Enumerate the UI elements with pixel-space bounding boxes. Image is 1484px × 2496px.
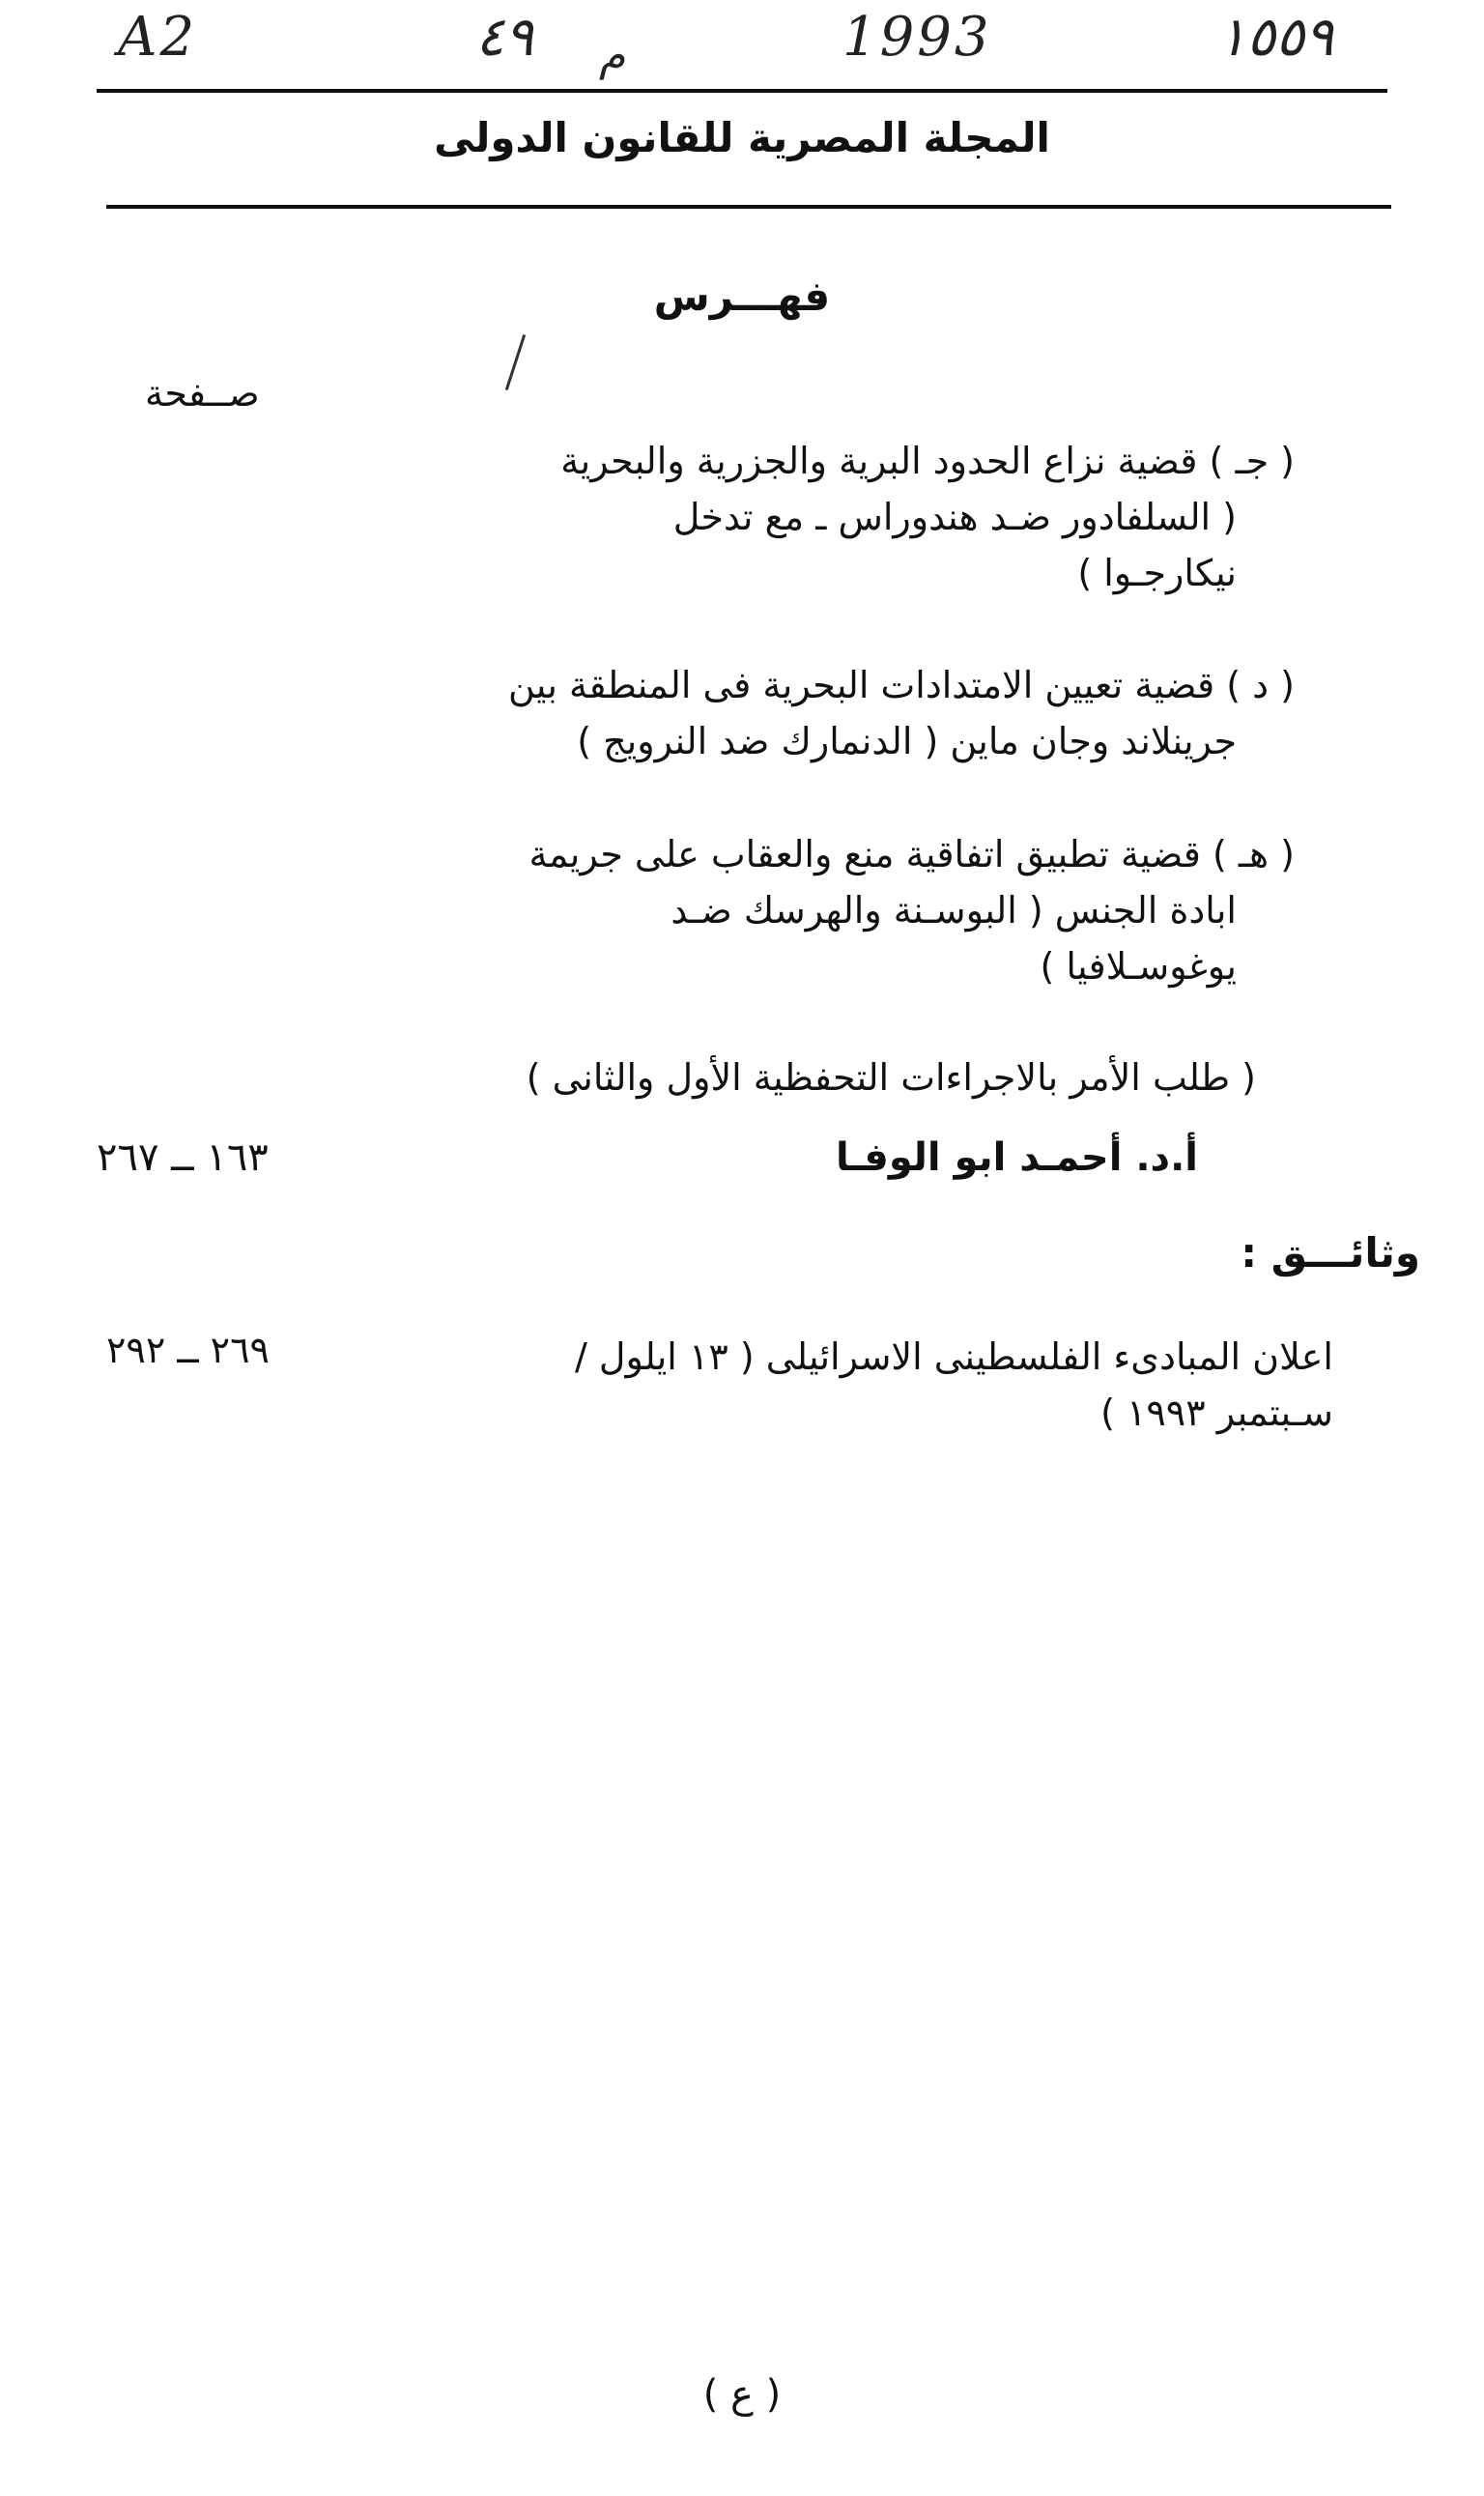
entry-line: اعلان المبادىء الفلسطينى الاسرائيلى ( ١٣ ايلول / — [575, 1335, 1333, 1378]
index-entry-d — [396, 657, 1295, 769]
journal-title: المجلة المصرية للقانون الدولى — [434, 114, 1050, 161]
handwritten-year: 1993 — [842, 6, 992, 69]
footer-page-number: ( ع ) — [702, 2372, 782, 2417]
page-column-label: صــفحة — [145, 372, 260, 415]
handwritten-volume-mark: م — [599, 31, 626, 80]
index-entry-c — [396, 433, 1295, 601]
entry-line: ( د ) قضية تعيين الامتدادات البحرية فى المنطقة بين — [507, 664, 1295, 706]
document-entry — [396, 1329, 1333, 1441]
author-name: أ.د. أحمـد ابو الوفـا — [835, 1135, 1198, 1180]
document-page-range: ٢٦٩ ــ ٢٩٢ — [106, 1329, 270, 1371]
entry-line: سـبتمبر ١٩٩٣ ) — [1100, 1391, 1333, 1434]
header-divider — [106, 205, 1391, 209]
handwritten-volume: ٤٩ — [475, 6, 534, 69]
entry-line: جرينلاند وجان ماين ( الدنمارك ضد النرويج ) — [577, 720, 1237, 762]
index-title: فهـــرس — [653, 273, 831, 320]
author-page-range: ١٦٣ ــ ٢٦٧ — [97, 1135, 269, 1180]
documents-heading: وثائـــق : — [1241, 1229, 1420, 1277]
entry-line: ( جـ ) قضية نزاع الحدود البرية والجزرية والبحرية — [560, 440, 1295, 482]
entry-line: يوغوسـلافيا ) — [1040, 945, 1237, 988]
entry-line: نيكارجـوا ) — [1077, 552, 1237, 594]
stray-mark — [505, 334, 526, 390]
handwritten-number: ١٥٥٩ — [1217, 6, 1334, 69]
request-note: ( طلب الأمر بالاجراءات التحفظية الأول والثانى ) — [526, 1056, 1256, 1099]
index-entry-h — [396, 826, 1295, 994]
handwritten-code: A2 — [118, 6, 198, 69]
entry-line: ( السلفادور ضـد هندوراس ـ مع تدخل — [672, 496, 1237, 538]
top-divider — [97, 89, 1387, 93]
entry-line: ابادة الجنس ( البوسـنة والهرسك ضـد — [671, 889, 1237, 932]
entry-line: ( هـ ) قضية تطبيق اتفاقية منع والعقاب على جريمة — [528, 833, 1295, 875]
